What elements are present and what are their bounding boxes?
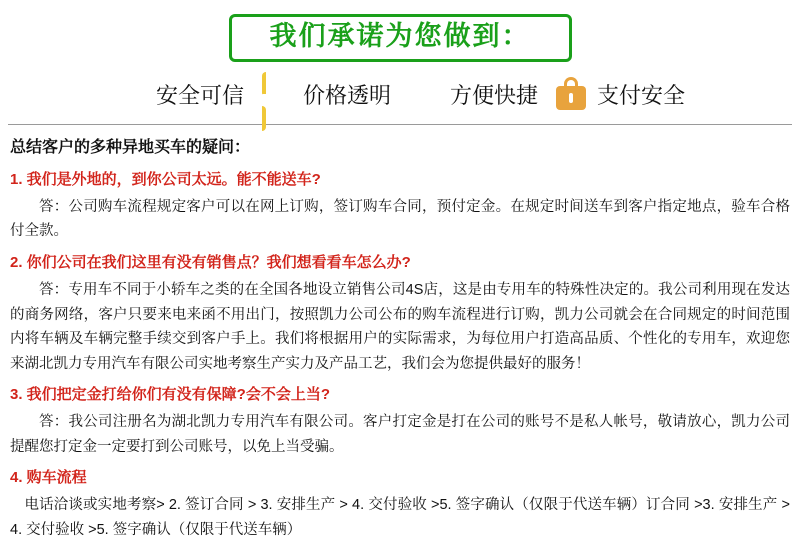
- feature-item-payment: [556, 76, 685, 114]
- faq-question-1: 1. 我们是外地的，到你公司太远。能不能送车?: [10, 171, 321, 189]
- faq-question-3: 3. 我们把定金打给你们有没有保障?会不会上当?: [10, 386, 331, 404]
- lock-icon: [556, 76, 590, 114]
- feature-label-convenience: 方便快捷: [450, 83, 539, 109]
- faq-answer-2: 答：专用车不同于小轿车之类的在全国各地设立销售公司4S店，这是由专用车的特殊性决定的。我公司利用现在发达的商务网络，客户只要来电来函不用出门，按照凯力公司公布的购车流程进行订购，凯力公司就会在合同规定的时间范围内将车辆及车辆完整手续交到客户手上。我们将根据用户的实际需求，为每位用户打造高品质、个性化的专用车，欢迎您来湖北凯力专用汽车有限公司实地考察生产实力及产品工艺，我们会为您提供最好的服务！: [10, 281, 790, 372]
- calculator-icon: [262, 76, 296, 114]
- promise-banner-box: [229, 14, 572, 62]
- clock-icon: [409, 76, 443, 114]
- feature-item-security: [115, 76, 244, 114]
- faq-question-2: 2. 你们公司在我们这里有没有销售点？我们想看看车怎么办?: [10, 254, 411, 272]
- faq-answer-1: 答：公司购车流程规定客户可以在网上订购，签订购车合同，预付定金。在规定时间送车到客户指定地点，验车合格付全款。: [10, 198, 790, 240]
- feature-row: [0, 76, 800, 114]
- faq-flow-title: 4. 购车流程: [10, 469, 87, 487]
- feature-item-pricing: [262, 76, 391, 114]
- feature-item-convenience: [409, 76, 538, 114]
- feature-label-security: 安全可信: [155, 83, 244, 109]
- faq-flow-text: 电话洽谈或实地考察> 2. 签订合同 > 3. 安排生产 > 4. 交付验收 >5. 签字确认（仅限于代送车辆）订合同 >3. 安排生产 > 4. 交付验收 >5. 签字确认（仅限于代送车辆）: [10, 497, 790, 538]
- shield-icon: [115, 76, 149, 114]
- promise-banner: [0, 0, 800, 62]
- faq-section-title: 总结客户的多种异地买车的疑问：: [10, 138, 251, 156]
- promise-banner-title: 我们承诺为您做到：: [269, 21, 531, 51]
- feature-label-payment: 支付安全: [597, 83, 686, 109]
- faq-answer-3: 答：我公司注册名为湖北凯力专用汽车有限公司。客户打定金是打在公司的账号不是私人帐号，敬请放心，凯力公司提醒您打定金一定要打到公司账号，以免上当受骗。: [10, 414, 790, 455]
- faq-content: [0, 125, 800, 542]
- feature-label-pricing: 价格透明: [302, 83, 391, 109]
